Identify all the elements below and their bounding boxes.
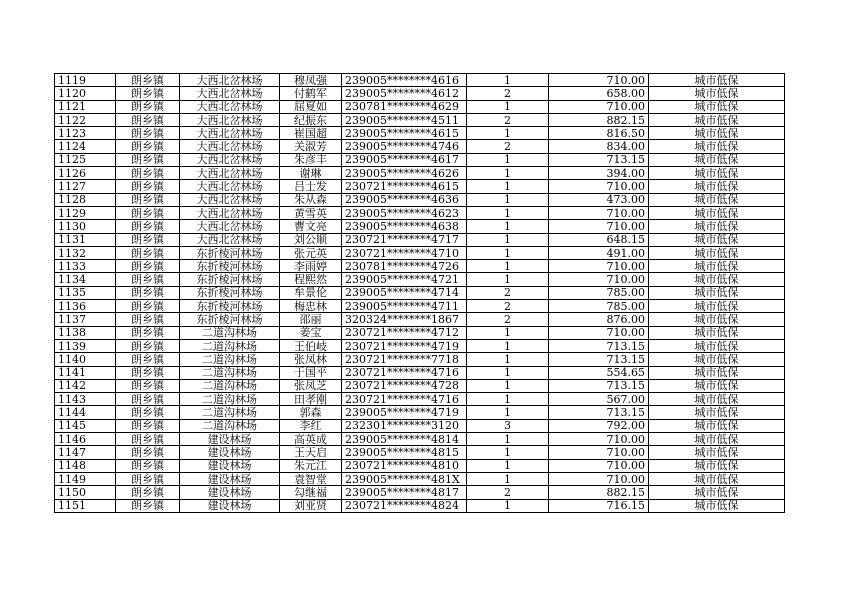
town-cell: 朗乡镇 — [116, 499, 180, 512]
amount-cell: 713.15 — [549, 153, 649, 166]
id-number-cell: 230721********4824 — [342, 499, 467, 512]
town-cell: 朗乡镇 — [116, 140, 180, 153]
assistance-type-cell: 城市低保 — [649, 206, 785, 219]
id-number-cell: 230721********4710 — [342, 246, 467, 259]
town-cell: 朗乡镇 — [116, 113, 180, 126]
table-row — [55, 366, 785, 379]
household-size-cell: 1 — [467, 153, 549, 166]
town-cell: 朗乡镇 — [116, 153, 180, 166]
table-row — [55, 486, 785, 499]
household-size-cell: 1 — [467, 433, 549, 446]
amount-cell: 710.00 — [549, 100, 649, 113]
amount-cell: 554.65 — [549, 366, 649, 379]
household-size-cell: 2 — [467, 140, 549, 153]
amount-cell: 567.00 — [549, 393, 649, 406]
amount-cell: 710.00 — [549, 446, 649, 459]
id-number-cell: 239005********4817 — [342, 486, 467, 499]
forest-farm-cell: 二道沟林场 — [180, 406, 280, 419]
assistance-type-cell: 城市低保 — [649, 180, 785, 193]
table-row — [55, 74, 785, 87]
id-number-cell: 320324********1867 — [342, 313, 467, 326]
town-cell: 朗乡镇 — [116, 260, 180, 273]
household-size-cell: 1 — [467, 220, 549, 233]
forest-farm-cell: 大西北岔林场 — [180, 167, 280, 180]
assistance-type-cell: 城市低保 — [649, 406, 785, 419]
amount-cell: 710.00 — [549, 459, 649, 472]
person-name-cell: 勾继福 — [280, 486, 342, 499]
person-name-cell: 郭森 — [280, 406, 342, 419]
table-row — [55, 260, 785, 273]
id-number-cell: 239005********4615 — [342, 127, 467, 140]
table-row — [55, 87, 785, 100]
forest-farm-cell: 二道沟林场 — [180, 353, 280, 366]
amount-cell: 648.15 — [549, 233, 649, 246]
id-number-cell: 239005********4617 — [342, 153, 467, 166]
person-name-cell: 朱彦丰 — [280, 153, 342, 166]
table-row — [55, 459, 785, 472]
row-index-cell: 1143 — [55, 393, 116, 406]
person-name-cell: 关淑芳 — [280, 140, 342, 153]
id-number-cell: 239005********4612 — [342, 87, 467, 100]
person-name-cell: 邵丽 — [280, 313, 342, 326]
id-number-cell: 230721********4717 — [342, 233, 467, 246]
id-number-cell: 239005********4636 — [342, 193, 467, 206]
town-cell: 朗乡镇 — [116, 167, 180, 180]
id-number-cell: 230721********7718 — [342, 353, 467, 366]
town-cell: 朗乡镇 — [116, 419, 180, 432]
forest-farm-cell: 建设林场 — [180, 433, 280, 446]
table-row — [55, 113, 785, 126]
id-number-cell: 239005********4714 — [342, 286, 467, 299]
forest-farm-cell: 二道沟林场 — [180, 419, 280, 432]
assistance-type-cell: 城市低保 — [649, 499, 785, 512]
row-index-cell: 1145 — [55, 419, 116, 432]
table-row — [55, 353, 785, 366]
amount-cell: 473.00 — [549, 193, 649, 206]
id-number-cell: 239005********4616 — [342, 74, 467, 87]
person-name-cell: 张元英 — [280, 246, 342, 259]
amount-cell: 658.00 — [549, 87, 649, 100]
assistance-type-cell: 城市低保 — [649, 74, 785, 87]
id-number-cell: 230781********4629 — [342, 100, 467, 113]
row-index-cell: 1127 — [55, 180, 116, 193]
person-name-cell: 于国平 — [280, 366, 342, 379]
forest-farm-cell: 大西北岔林场 — [180, 220, 280, 233]
amount-cell: 710.00 — [549, 74, 649, 87]
assistance-type-cell: 城市低保 — [649, 167, 785, 180]
assistance-type-cell: 城市低保 — [649, 300, 785, 313]
id-number-cell: 239005********4815 — [342, 446, 467, 459]
household-size-cell: 2 — [467, 313, 549, 326]
row-index-cell: 1150 — [55, 486, 116, 499]
household-size-cell: 3 — [467, 419, 549, 432]
person-name-cell: 刘公顺 — [280, 233, 342, 246]
household-size-cell: 1 — [467, 406, 549, 419]
amount-cell: 882.15 — [549, 486, 649, 499]
town-cell: 朗乡镇 — [116, 74, 180, 87]
town-cell: 朗乡镇 — [116, 273, 180, 286]
id-number-cell: 230721********4728 — [342, 379, 467, 392]
town-cell: 朗乡镇 — [116, 180, 180, 193]
person-name-cell: 吕士发 — [280, 180, 342, 193]
table-row — [55, 127, 785, 140]
id-number-cell: 239005********4626 — [342, 167, 467, 180]
town-cell: 朗乡镇 — [116, 326, 180, 339]
amount-cell: 713.15 — [549, 339, 649, 352]
person-name-cell: 屈夏如 — [280, 100, 342, 113]
row-index-cell: 1129 — [55, 206, 116, 219]
person-name-cell: 刘亚贤 — [280, 499, 342, 512]
id-number-cell: 232301********3120 — [342, 419, 467, 432]
table-row — [55, 100, 785, 113]
assistance-type-cell: 城市低保 — [649, 260, 785, 273]
amount-cell: 785.00 — [549, 286, 649, 299]
amount-cell: 394.00 — [549, 167, 649, 180]
town-cell: 朗乡镇 — [116, 472, 180, 485]
forest-farm-cell: 建设林场 — [180, 499, 280, 512]
row-index-cell: 1137 — [55, 313, 116, 326]
forest-farm-cell: 建设林场 — [180, 486, 280, 499]
row-index-cell: 1138 — [55, 326, 116, 339]
household-size-cell: 1 — [467, 180, 549, 193]
forest-farm-cell: 大西北岔林场 — [180, 180, 280, 193]
table-row — [55, 286, 785, 299]
assistance-type-cell: 城市低保 — [649, 393, 785, 406]
table-row — [55, 446, 785, 459]
amount-cell: 716.15 — [549, 499, 649, 512]
id-number-cell: 230721********4716 — [342, 393, 467, 406]
person-name-cell: 李雨婷 — [280, 260, 342, 273]
id-number-cell: 239005********4511 — [342, 113, 467, 126]
town-cell: 朗乡镇 — [116, 459, 180, 472]
amount-cell: 713.15 — [549, 379, 649, 392]
assistance-type-cell: 城市低保 — [649, 100, 785, 113]
forest-farm-cell: 大西北岔林场 — [180, 127, 280, 140]
table-row — [55, 167, 785, 180]
town-cell: 朗乡镇 — [116, 246, 180, 259]
row-index-cell: 1122 — [55, 113, 116, 126]
table-row — [55, 419, 785, 432]
row-index-cell: 1149 — [55, 472, 116, 485]
row-index-cell: 1120 — [55, 87, 116, 100]
id-number-cell: 230721********4712 — [342, 326, 467, 339]
assistance-type-cell: 城市低保 — [649, 113, 785, 126]
town-cell: 朗乡镇 — [116, 233, 180, 246]
household-size-cell: 1 — [467, 246, 549, 259]
person-name-cell: 张凤林 — [280, 353, 342, 366]
town-cell: 朗乡镇 — [116, 87, 180, 100]
id-number-cell: 239005********4711 — [342, 300, 467, 313]
forest-farm-cell: 大西北岔林场 — [180, 193, 280, 206]
assistance-type-cell: 城市低保 — [649, 220, 785, 233]
town-cell: 朗乡镇 — [116, 100, 180, 113]
household-size-cell: 1 — [467, 233, 549, 246]
household-size-cell: 1 — [467, 167, 549, 180]
assistance-type-cell: 城市低保 — [649, 339, 785, 352]
forest-farm-cell: 东折棱河林场 — [180, 273, 280, 286]
assistance-type-cell: 城市低保 — [649, 87, 785, 100]
amount-cell: 785.00 — [549, 300, 649, 313]
table-row — [55, 273, 785, 286]
forest-farm-cell: 二道沟林场 — [180, 366, 280, 379]
table-row — [55, 206, 785, 219]
row-index-cell: 1151 — [55, 499, 116, 512]
amount-cell: 710.00 — [549, 220, 649, 233]
household-size-cell: 1 — [467, 100, 549, 113]
data-table — [54, 73, 785, 513]
table-row — [55, 406, 785, 419]
forest-farm-cell: 东折棱河林场 — [180, 300, 280, 313]
assistance-type-cell: 城市低保 — [649, 472, 785, 485]
person-name-cell: 谢琳 — [280, 167, 342, 180]
amount-cell: 710.00 — [549, 472, 649, 485]
id-number-cell: 239005********4719 — [342, 406, 467, 419]
forest-farm-cell: 大西北岔林场 — [180, 206, 280, 219]
assistance-type-cell: 城市低保 — [649, 313, 785, 326]
forest-farm-cell: 二道沟林场 — [180, 326, 280, 339]
town-cell: 朗乡镇 — [116, 366, 180, 379]
forest-farm-cell: 大西北岔林场 — [180, 113, 280, 126]
assistance-type-cell: 城市低保 — [649, 446, 785, 459]
household-size-cell: 2 — [467, 113, 549, 126]
assistance-type-cell: 城市低保 — [649, 326, 785, 339]
assistance-type-cell: 城市低保 — [649, 419, 785, 432]
household-size-cell: 1 — [467, 499, 549, 512]
table-row — [55, 339, 785, 352]
row-index-cell: 1141 — [55, 366, 116, 379]
row-index-cell: 1132 — [55, 246, 116, 259]
person-name-cell: 朱从森 — [280, 193, 342, 206]
person-name-cell: 穆凤强 — [280, 74, 342, 87]
forest-farm-cell: 东折棱河林场 — [180, 313, 280, 326]
person-name-cell: 黄雪英 — [280, 206, 342, 219]
household-size-cell: 1 — [467, 193, 549, 206]
assistance-type-cell: 城市低保 — [649, 433, 785, 446]
person-name-cell: 李红 — [280, 419, 342, 432]
person-name-cell: 朱元江 — [280, 459, 342, 472]
row-index-cell: 1123 — [55, 127, 116, 140]
row-index-cell: 1140 — [55, 353, 116, 366]
household-size-cell: 1 — [467, 366, 549, 379]
row-index-cell: 1121 — [55, 100, 116, 113]
person-name-cell: 纪振东 — [280, 113, 342, 126]
household-size-cell: 2 — [467, 87, 549, 100]
table-row — [55, 499, 785, 512]
household-size-cell: 2 — [467, 286, 549, 299]
person-name-cell: 牟景伦 — [280, 286, 342, 299]
town-cell: 朗乡镇 — [116, 393, 180, 406]
amount-cell: 710.00 — [549, 180, 649, 193]
person-name-cell: 张凤芝 — [280, 379, 342, 392]
row-index-cell: 1125 — [55, 153, 116, 166]
amount-cell: 834.00 — [549, 140, 649, 153]
table-row — [55, 246, 785, 259]
person-name-cell: 姜宝 — [280, 326, 342, 339]
forest-farm-cell: 东折棱河林场 — [180, 246, 280, 259]
row-index-cell: 1147 — [55, 446, 116, 459]
amount-cell: 491.00 — [549, 246, 649, 259]
assistance-type-cell: 城市低保 — [649, 459, 785, 472]
amount-cell: 792.00 — [549, 419, 649, 432]
row-index-cell: 1131 — [55, 233, 116, 246]
assistance-type-cell: 城市低保 — [649, 153, 785, 166]
table-row — [55, 193, 785, 206]
row-index-cell: 1126 — [55, 167, 116, 180]
household-size-cell: 1 — [467, 379, 549, 392]
amount-cell: 713.15 — [549, 353, 649, 366]
assistance-type-cell: 城市低保 — [649, 246, 785, 259]
row-index-cell: 1136 — [55, 300, 116, 313]
household-size-cell: 1 — [467, 393, 549, 406]
table-row — [55, 433, 785, 446]
person-name-cell: 程熙然 — [280, 273, 342, 286]
household-size-cell: 1 — [467, 273, 549, 286]
forest-farm-cell: 东折棱河林场 — [180, 260, 280, 273]
row-index-cell: 1148 — [55, 459, 116, 472]
town-cell: 朗乡镇 — [116, 406, 180, 419]
town-cell: 朗乡镇 — [116, 206, 180, 219]
forest-farm-cell: 大西北岔林场 — [180, 140, 280, 153]
row-index-cell: 1128 — [55, 193, 116, 206]
forest-farm-cell: 二道沟林场 — [180, 379, 280, 392]
row-index-cell: 1124 — [55, 140, 116, 153]
table-body — [55, 74, 785, 513]
amount-cell: 882.15 — [549, 113, 649, 126]
row-index-cell: 1146 — [55, 433, 116, 446]
id-number-cell: 230781********4726 — [342, 260, 467, 273]
town-cell: 朗乡镇 — [116, 446, 180, 459]
assistance-type-cell: 城市低保 — [649, 193, 785, 206]
row-index-cell: 1144 — [55, 406, 116, 419]
table-row — [55, 153, 785, 166]
table-row — [55, 233, 785, 246]
id-number-cell: 230721********4615 — [342, 180, 467, 193]
person-name-cell: 高英成 — [280, 433, 342, 446]
id-number-cell: 239005********4623 — [342, 206, 467, 219]
household-size-cell: 1 — [467, 127, 549, 140]
assistance-type-cell: 城市低保 — [649, 140, 785, 153]
amount-cell: 710.00 — [549, 433, 649, 446]
assistance-type-cell: 城市低保 — [649, 486, 785, 499]
person-name-cell: 付鹤军 — [280, 87, 342, 100]
row-index-cell: 1142 — [55, 379, 116, 392]
household-size-cell: 1 — [467, 260, 549, 273]
forest-farm-cell: 大西北岔林场 — [180, 100, 280, 113]
assistance-type-cell: 城市低保 — [649, 366, 785, 379]
row-index-cell: 1133 — [55, 260, 116, 273]
town-cell: 朗乡镇 — [116, 486, 180, 499]
table-row — [55, 313, 785, 326]
town-cell: 朗乡镇 — [116, 433, 180, 446]
id-number-cell: 239005********4721 — [342, 273, 467, 286]
forest-farm-cell: 建设林场 — [180, 472, 280, 485]
town-cell: 朗乡镇 — [116, 286, 180, 299]
table-row — [55, 180, 785, 193]
amount-cell: 876.00 — [549, 313, 649, 326]
amount-cell: 710.00 — [549, 206, 649, 219]
amount-cell: 710.00 — [549, 260, 649, 273]
forest-farm-cell: 大西北岔林场 — [180, 74, 280, 87]
table-row — [55, 326, 785, 339]
row-index-cell: 1135 — [55, 286, 116, 299]
household-size-cell: 1 — [467, 74, 549, 87]
row-index-cell: 1119 — [55, 74, 116, 87]
town-cell: 朗乡镇 — [116, 339, 180, 352]
forest-farm-cell: 东折棱河林场 — [180, 286, 280, 299]
forest-farm-cell: 大西北岔林场 — [180, 87, 280, 100]
amount-cell: 713.15 — [549, 406, 649, 419]
household-size-cell: 2 — [467, 486, 549, 499]
household-size-cell: 1 — [467, 339, 549, 352]
household-size-cell: 1 — [467, 459, 549, 472]
assistance-type-cell: 城市低保 — [649, 286, 785, 299]
id-number-cell: 239005********481X — [342, 472, 467, 485]
table-row — [55, 300, 785, 313]
town-cell: 朗乡镇 — [116, 300, 180, 313]
forest-farm-cell: 二道沟林场 — [180, 393, 280, 406]
town-cell: 朗乡镇 — [116, 313, 180, 326]
forest-farm-cell: 大西北岔林场 — [180, 233, 280, 246]
id-number-cell: 239005********4814 — [342, 433, 467, 446]
amount-cell: 710.00 — [549, 273, 649, 286]
forest-farm-cell: 建设林场 — [180, 459, 280, 472]
assistance-type-cell: 城市低保 — [649, 233, 785, 246]
town-cell: 朗乡镇 — [116, 193, 180, 206]
table-row — [55, 220, 785, 233]
id-number-cell: 230721********4719 — [342, 339, 467, 352]
assistance-type-cell: 城市低保 — [649, 379, 785, 392]
table-row — [55, 379, 785, 392]
household-size-cell: 1 — [467, 326, 549, 339]
id-number-cell: 239005********4746 — [342, 140, 467, 153]
town-cell: 朗乡镇 — [116, 220, 180, 233]
forest-farm-cell: 建设林场 — [180, 446, 280, 459]
person-name-cell: 崔国超 — [280, 127, 342, 140]
person-name-cell: 田孝刚 — [280, 393, 342, 406]
town-cell: 朗乡镇 — [116, 379, 180, 392]
forest-farm-cell: 二道沟林场 — [180, 339, 280, 352]
household-size-cell: 1 — [467, 446, 549, 459]
row-index-cell: 1134 — [55, 273, 116, 286]
household-size-cell: 2 — [467, 300, 549, 313]
forest-farm-cell: 大西北岔林场 — [180, 153, 280, 166]
table-row — [55, 393, 785, 406]
town-cell: 朗乡镇 — [116, 353, 180, 366]
household-size-cell: 1 — [467, 206, 549, 219]
person-name-cell: 曹文亮 — [280, 220, 342, 233]
table-row — [55, 140, 785, 153]
id-number-cell: 239005********4638 — [342, 220, 467, 233]
id-number-cell: 230721********4716 — [342, 366, 467, 379]
row-index-cell: 1139 — [55, 339, 116, 352]
person-name-cell: 王伯岐 — [280, 339, 342, 352]
town-cell: 朗乡镇 — [116, 127, 180, 140]
person-name-cell: 梅忠林 — [280, 300, 342, 313]
row-index-cell: 1130 — [55, 220, 116, 233]
assistance-type-cell: 城市低保 — [649, 127, 785, 140]
assistance-type-cell: 城市低保 — [649, 273, 785, 286]
household-size-cell: 1 — [467, 472, 549, 485]
id-number-cell: 230721********4810 — [342, 459, 467, 472]
person-name-cell: 袁智堂 — [280, 472, 342, 485]
person-name-cell: 王天启 — [280, 446, 342, 459]
amount-cell: 816.50 — [549, 127, 649, 140]
amount-cell: 710.00 — [549, 326, 649, 339]
household-size-cell: 1 — [467, 353, 549, 366]
table-row — [55, 472, 785, 485]
assistance-type-cell: 城市低保 — [649, 353, 785, 366]
